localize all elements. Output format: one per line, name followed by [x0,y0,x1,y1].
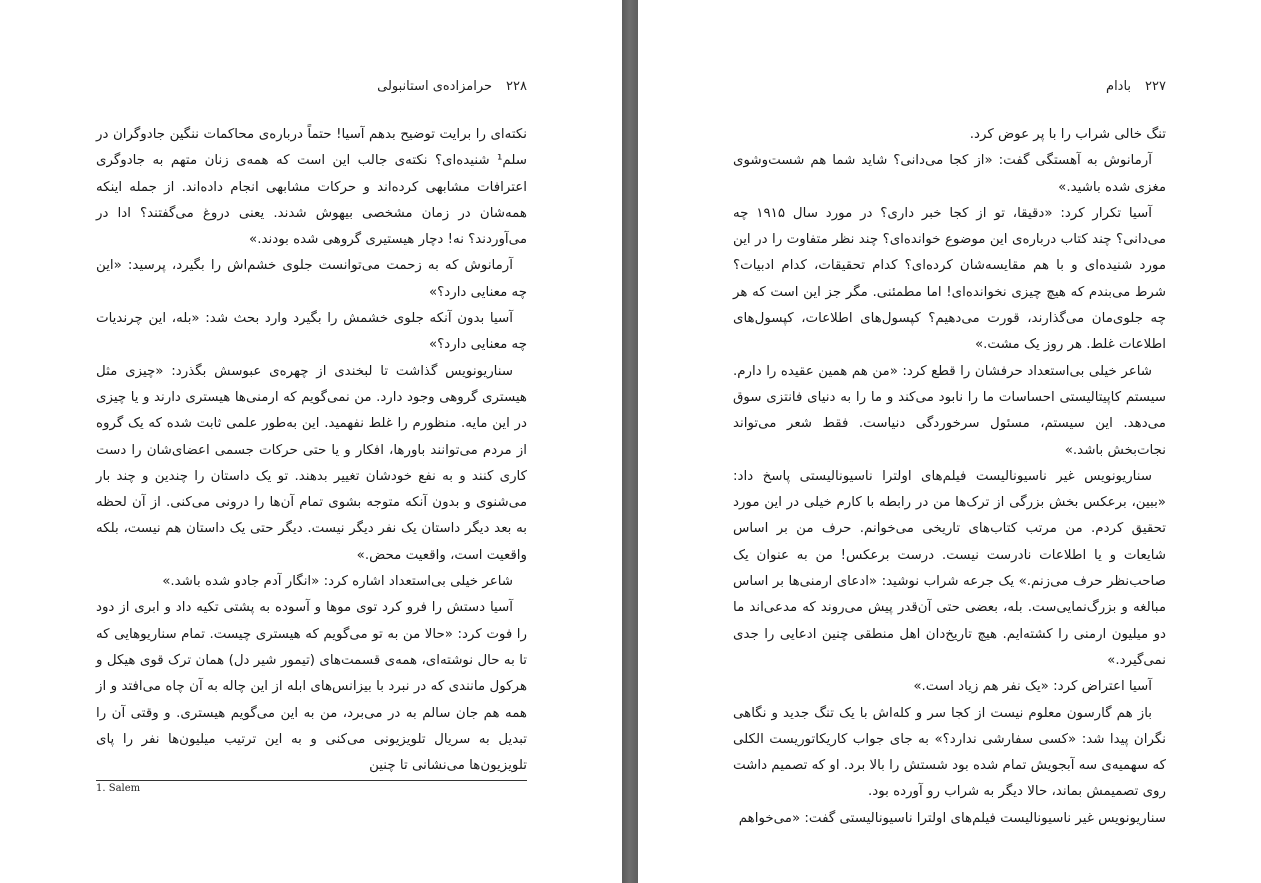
paragraph: سناریونویس غیر ناسیونالیست فیلم‌های اولترا ناسیونالیستی گفت: «می‌خواهم [738,810,1166,826]
left-running-head [96,74,527,98]
right-page-body [733,122,1166,832]
paragraph: سناریونویس غیر ناسیونالیست فیلم‌های اولترا ناسیونالیستی پاسخ داد: «ببین، برعکس بخش بزرگی از ترک‌ها من در رابطه با کارم خیلی در این مورد تحقیق کردم. من مرتب کتاب‌های تاریخی می‌خوانم. حرف من بر اساس شایعات و یا اطلاعات نادرست نیست. درست برعکس! من به عنوان یک صاحب‌نظر حرف می‌زنم.» یک جرعه شراب نوشید: «ادعای ارمنی‌ها بر اساس مبالغه و بزرگ‌نمایی‌ست. بله، بعضی حتی آن‌قدر پیش می‌روند که مدعی‌اند ما دو میلیون ارمنی را کشته‌ایم. هیچ تاریخ‌دان اهل منطقی چنین ادعایی را جدی نمی‌گیرد.» [733,468,1166,668]
page-gutter [622,0,638,883]
right-page-number: ۲۲۷ [1145,78,1166,94]
right-page [638,0,1261,883]
right-running-head [733,74,1166,98]
paragraph: آسیا دستش را فرو کرد توی موها و آسوده به پشتی تکیه داد و ابری از دود را فوت کرد: «حالا من به تو می‌گویم که هیستری چیست. تمام سناریوهایی که تا به حال نوشته‌ای، همه‌ی قسمت‌های (تیمور شیر دل) همان ترک قوی هیکل و هرکول مانندی که در نبرد با بیزانس‌های ابله از این چاله به آن چاه می‌افتد و از همه هم جان سالم به در می‌برد، من به این می‌گویم هیستری. و وقتی آن را تبدیل به سریال تلویزیونی می‌کنی و به این ترتیب میلیون‌ها نفر را پای تلویزیون‌ها می‌نشانی تا چنین [96,600,527,774]
paragraph: تنگ خالی شراب را با پر عوض کرد. [969,127,1166,142]
left-page-body [96,122,527,779]
paragraph: شاعر خیلی بی‌استعداد حرفشان را قطع کرد: «من هم همین عقیده را دارم. سیستم کاپیتالیستی احساسات ما را نابود می‌کند و ما را به دنیای فانتزی سوق می‌دهد. این سیستم، مسئول سرخوردگی دنیاست. فقط شعر می‌تواند نجات‌بخش باشد.» [733,363,1166,458]
paragraph: آرمانوش به آهستگی گفت: «از کجا می‌دانی؟ شاید شما هم شست‌وشوی مغزی شده باشید.» [733,153,1166,195]
left-running-title: حرامزاده‌ی استانبولی [377,78,493,94]
paragraph: سناریونویس گذاشت تا لبخندی از چهره‌ی عبوسش بگذرد: «چیزی مثل هیستری گروهی وجود دارد. من نمی‌گویم که ارمنی‌ها هیستری دارند و یا چیزی در این مایه. منظورم را غلط نفهمید. این به‌طور علمی ثابت شده که یک گروه از مردم می‌توانند باورها، افکار و یا حتی حرکات جسمی اعضای‌شان را دست کاری کنند و به نفع خودشان تغییر بدهند. تو یک داستان را چندین و چند بار می‌شنوی و بدون آنکه متوجه بشوی تمام آن‌ها را درونی می‌کنی. از آن لحظه به بعد دیگر داستان یک نفر دیگر نیست. دیگر حتی یک داستان هم نیست، بلکه واقعیت است، واقعیت محض.» [96,363,527,563]
footnote: 1. Salem [96,783,141,794]
paragraph: نکته‌ای را برایت توضیح بدهم آسیا! حتماً درباره‌ی محاکمات ننگین جادوگران در سلم¹ شنیده‌ای؟ نکته‌ی جالب این است که همه‌ی زنان متهم به جادوگری اعترافات مشابهی کرده‌اند و حرکات مشابهی انجام داده‌اند. از جمله اینکه همه‌شان در زمان مشخصی بیهوش شدند. یعنی دروغ می‌گفتند؟ ادا در می‌آوردند؟ نه! دچار هیستیری گروهی شده بودند.» [96,127,527,248]
left-page [0,0,622,883]
paragraph: آسیا بدون آنکه جلوی خشمش را بگیرد وارد بحث شد: «بله، این چرندیات چه معنایی دارد؟» [96,311,527,353]
paragraph: آسیا تکرار کرد: «دقیقا، تو از کجا خبر داری؟ در مورد سال ۱۹۱۵ چه می‌دانی؟ چند کتاب درباره‌ی این موضوع خوانده‌ای؟ چند نظر متفاوت را در این مورد شنیده‌ای و با هم مقایسه‌شان کرده‌ای؟ کدام تحقیقات، کدام ادبیات؟ شرط می‌بندم که هیچ چیزی نخوانده‌ای! اما مطمئنی. مگر جز این است که هر چه جلوی‌مان می‌گذارند، قورت می‌دهیم؟ کپسول‌های اطلاعات، کپسول‌های اطلاعات غلط. هر روز یک مشت.» [733,205,1166,353]
left-page-number: ۲۲۸ [506,78,527,94]
paragraph: آرمانوش که به زحمت می‌توانست جلوی خشم‌اش را بگیرد، پرسید: «این چه معنایی دارد؟» [96,258,527,300]
right-running-title: بادام [1106,78,1132,94]
paragraph: آسیا اعتراض کرد: «یک نفر هم زیاد است.» [913,679,1152,695]
paragraph: شاعر خیلی بی‌استعداد اشاره کرد: «انگار آدم جادو شده باشد.» [162,574,513,590]
footnote-divider [96,780,527,781]
paragraph: باز هم گارسون معلوم نیست از کجا سر و کله‌اش با یک تنگ جدید و نگاهی نگران پیدا شد: «کسی سفارشی ندارد؟» به جای جواب کاریکاتوریست الکلی که سهمیه‌ی سه آبجویش تمام شده بود شستش را بالا برد. او که تصمیم داشت روی تصمیمش بماند، حالا دیگر به شراب رو آورده بود. [733,705,1166,800]
